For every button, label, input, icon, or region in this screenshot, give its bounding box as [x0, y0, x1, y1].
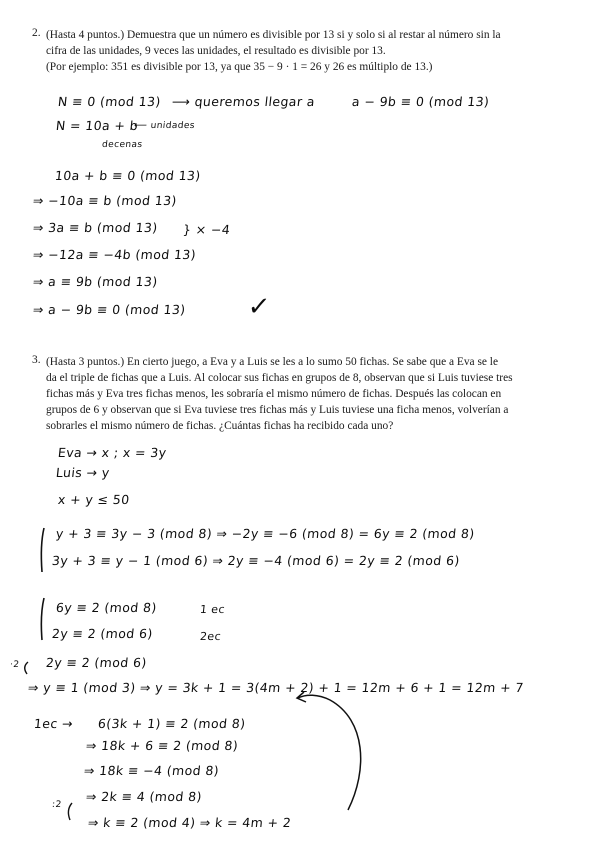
hw-tens-note: decenas: [101, 140, 143, 150]
hw-y-solution: ⇒ y ≡ 1 (mod 3) ⇒ y = 3k + 1 = 3(4m + 2) + 1 = 12m + 6 + 1 = 12m + 7: [27, 680, 525, 695]
problem-2-line: (Por ejemplo: 351 es divisible por 13, ya que 35 − 9 · 1 = 26 y 26 es múltiplo de 13.): [46, 61, 433, 73]
hw-p2-step-6: ⇒ a − 9b ≡ 0 (mod 13): [32, 302, 187, 317]
hw-p2-step-2: ⇒ −10a ≡ b (mod 13): [32, 193, 178, 208]
hw-system-eq-2: 3y + 3 ≡ y − 1 (mod 6) ⇒ 2y ≡ −4 (mod 6) = 2y ≡ 2 (mod 6): [51, 553, 461, 568]
hw-times-minus-four: } × −4: [182, 222, 231, 237]
hw-eq-2-restated: 2y ≡ 2 (mod 6): [45, 655, 148, 670]
hw-eva-definition: Eva → x ; x = 3y: [57, 445, 168, 460]
problem-3-line: grupos de 6 y observan que si Eva tuviese tres fichas más y Luis tuviese una ficha menos, volverían a: [46, 404, 509, 416]
hw-eq-2-label: 2ec: [199, 630, 222, 643]
hw-eq-1-label: 1 ec: [199, 603, 226, 616]
hw-substitution: 6(3k + 1) ≡ 2 (mod 8): [97, 716, 247, 731]
problem-2-line: (Hasta 4 puntos.) Demuestra que un número es divisible por 13 si y solo si al restar al número sin la: [46, 29, 501, 41]
left-brace-small-2: [68, 803, 72, 820]
checkmark-icon: ✓: [246, 292, 272, 322]
hw-divide-label: ·2: [9, 660, 20, 670]
hw-halve-label: :2: [51, 800, 63, 810]
system-brace-1: [41, 528, 44, 572]
problem-3-line: sobrarles el mismo número de fichas. ¿Cuántas fichas ha recibido cada uno?: [46, 420, 394, 432]
hw-luis-definition: Luis → y: [55, 465, 111, 480]
hw-reduced-eq-2: 2y ≡ 2 (mod 6): [51, 626, 154, 641]
hw-p2-step-3: ⇒ 3a ≡ b (mod 13): [32, 220, 159, 235]
hw-k-step-3: ⇒ 2k ≡ 4 (mod 8): [85, 789, 203, 804]
hw-reduced-eq-1: 6y ≡ 2 (mod 8): [55, 600, 158, 615]
hw-substitute-label: 1ec →: [33, 716, 74, 731]
system-brace-2: [41, 598, 44, 640]
hw-p2-step-5: ⇒ a ≡ 9b (mod 13): [32, 274, 159, 289]
hw-sum-bound: x + y ≤ 50: [57, 492, 131, 507]
hw-goal-congruence: a − 9b ≡ 0 (mod 13): [351, 94, 491, 109]
hw-k-step-1: ⇒ 18k + 6 ≡ 2 (mod 8): [85, 738, 239, 753]
hw-k-solution: ⇒ k ≡ 2 (mod 4) ⇒ k = 4m + 2: [87, 815, 293, 830]
hw-system-eq-1: y + 3 ≡ 3y − 3 (mod 8) ⇒ −2y ≡ −6 (mod 8) = 6y ≡ 2 (mod 8): [55, 526, 476, 541]
hw-k-step-2: ⇒ 18k ≡ −4 (mod 8): [83, 763, 220, 778]
hw-want-to-reach: ⟶ queremos llegar a: [171, 94, 316, 109]
hw-n-decomposition: N = 10a + b: [55, 118, 139, 133]
hw-n-congruent: N ≡ 0 (mod 13): [57, 94, 162, 109]
hw-p2-step-1: 10a + b ≡ 0 (mod 13): [54, 168, 202, 183]
problem-2-number: 2.: [32, 27, 41, 39]
problem-3-number: 3.: [32, 354, 41, 366]
hw-p2-step-4: ⇒ −12a ≡ −4b (mod 13): [32, 247, 197, 262]
left-brace-small: [25, 662, 28, 674]
problem-2-line: cifra de las unidades, 9 veces las unidades, el resultado es divisible por 13.: [46, 45, 386, 57]
curved-arrow-icon: [298, 695, 361, 810]
problem-3-line: (Hasta 3 puntos.) En cierto juego, a Eva y a Luis se les a lo sumo 50 fichas. Se sabe que a Eva se le: [46, 356, 499, 368]
hw-units-note: ⟵ unidades: [133, 121, 196, 131]
problem-3-line: fichas más y Eva tres fichas menos, les sobraría el mismo número de fichas. Después las colocan en: [46, 388, 502, 400]
problem-3-line: da el triple de fichas que a Luis. Al colocar sus fichas en grupos de 8, observan que si Luis tuviese tres: [46, 372, 513, 384]
